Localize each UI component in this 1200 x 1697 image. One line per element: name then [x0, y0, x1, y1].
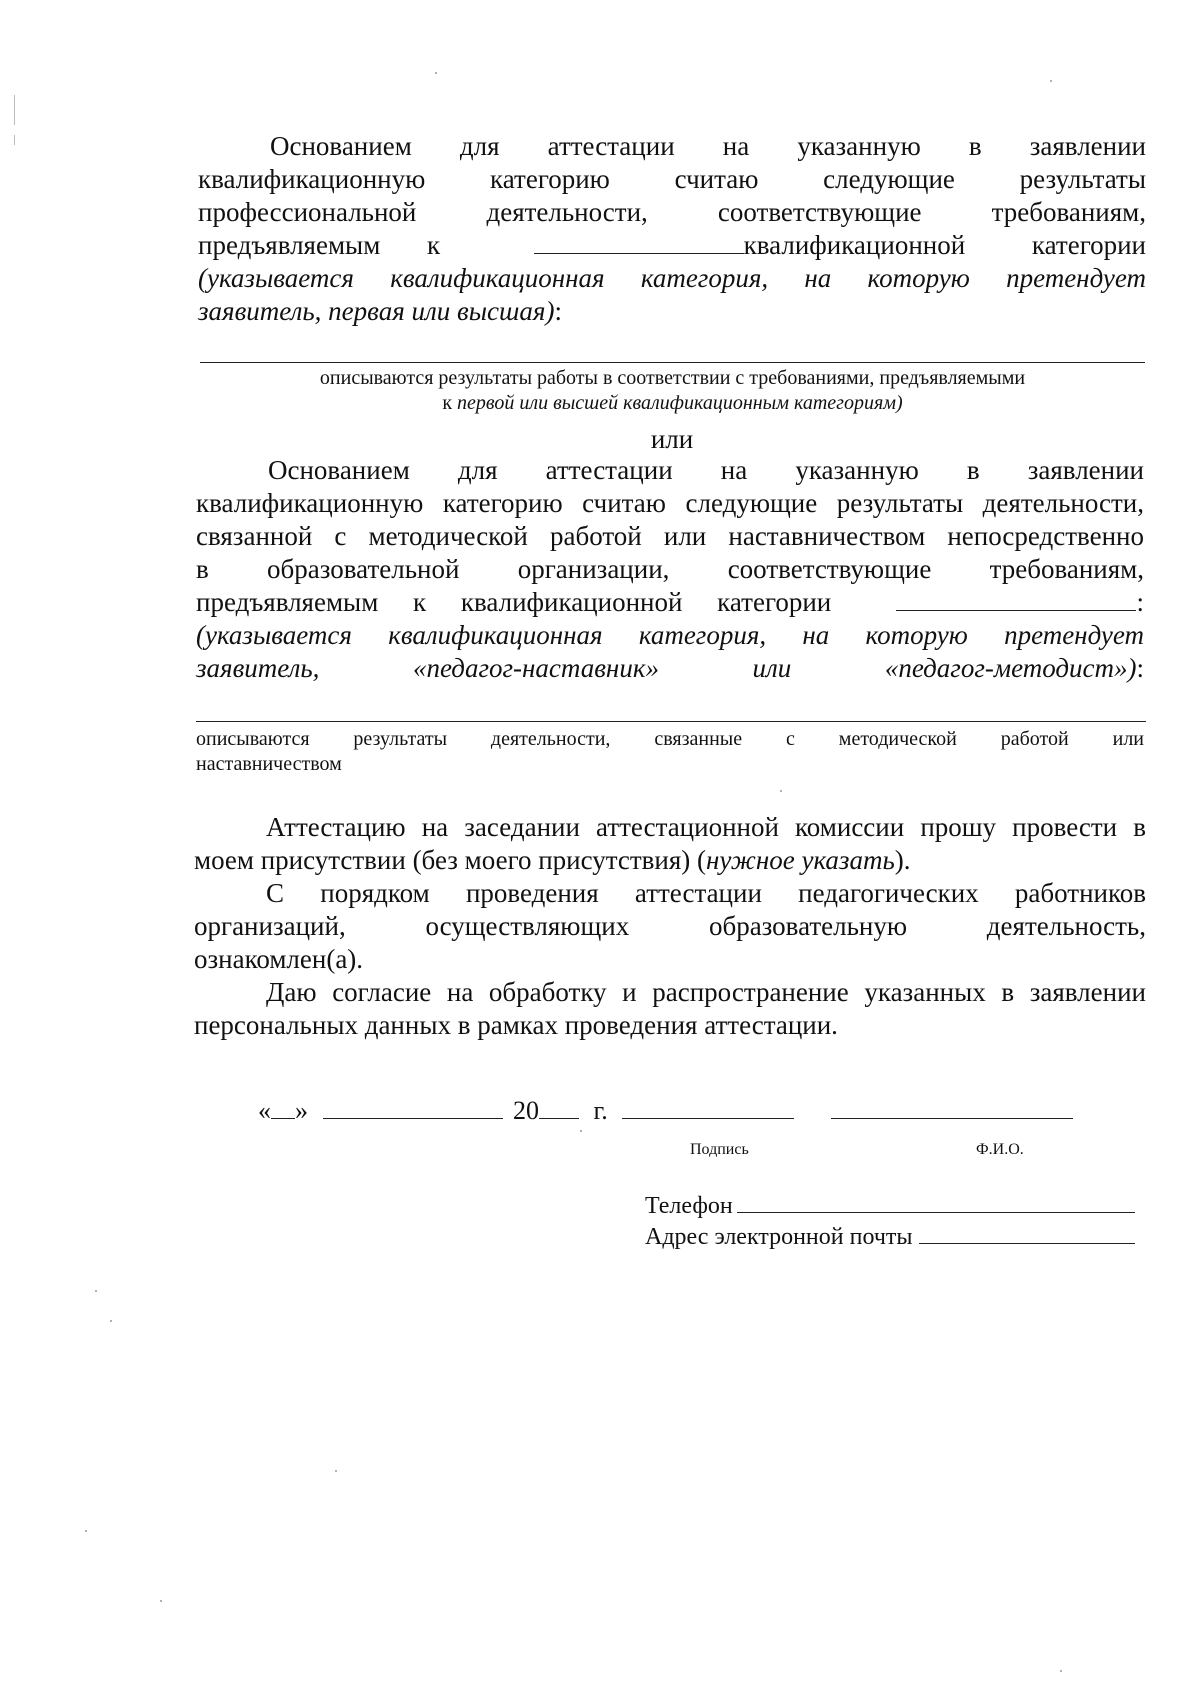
signature-caption: Подпись	[690, 1141, 749, 1158]
scan-speck	[95, 1290, 97, 1292]
s2-note	[196, 727, 1144, 777]
scan-speck	[1050, 80, 1052, 82]
s1-line4-end: квалификационной категории	[743, 230, 1146, 260]
s2-line3: связанной с методической работой или наставничеством непосредственно	[196, 521, 1144, 551]
s2-italic2: заявитель, «педагог-наставник» или «педагог-методист»)	[196, 653, 1137, 683]
section-professional-results: Основанием для аттестации на указанную в заявлении квалификационную категорию считаю следующие результаты профессиональной деятельности, соответствующие требованиям, предъявляемым к квалификационной категории (указывается квалификационная категория, на которую претендует заявитель, первая или высшая):	[198, 131, 1146, 326]
s3-p2-line1: С порядком проведения аттестации педагогических работников	[266, 878, 1146, 908]
contact-block	[645, 1191, 1135, 1253]
s2-line2: квалификационную категорию считаю следующие результаты деятельности,	[196, 488, 1144, 518]
section-methodical-results: Основанием для аттестации на указанную в заявлении квалификационную категорию считаю следующие результаты деятельности, связанной с методической работой или наставничеством непосредственно в образовательной организации, соответствующие требованиям, предъявляемым к квалификационной категории : (указывается квалификационная категория, на которую претендует заявитель, «педагог-наставник» или «педагог-методист»):	[196, 455, 1144, 683]
s1-italic2: заявитель, первая или высшая)	[198, 296, 555, 326]
s1-line4	[198, 229, 1146, 262]
email-label: Адрес электронной почты	[645, 1224, 913, 1250]
s2-line1: Основанием для аттестации на указанную в заявлении	[268, 455, 1144, 485]
signature-field[interactable]	[622, 1094, 794, 1119]
month-field[interactable]	[323, 1094, 503, 1119]
scan-mark	[14, 135, 15, 145]
s3-p2-line3: ознакомлен(а).	[194, 944, 364, 974]
category-blank-field[interactable]	[534, 229, 744, 254]
scan-speck	[85, 1530, 87, 1532]
scan-mark	[14, 95, 15, 125]
s2-line5-start: предъявляемым к квалификационной категории	[196, 587, 832, 617]
s3-p3-line1: Даю согласие на обработку и распространение указанных в заявлении	[266, 977, 1146, 1007]
s1-line3: профессиональной деятельности, соответствующие требованиям,	[198, 197, 1146, 227]
s1-note: описываются результаты работы в соответствии с требованиями, предъявляемыми к первой или высшей квалификационным категориям)	[200, 366, 1145, 416]
category-blank-field-2[interactable]	[896, 586, 1136, 611]
scan-speck	[160, 1600, 162, 1602]
s3-p1-line2: моем присутствии (без моего присутствия) (нужное указать).	[194, 845, 911, 875]
phone-field[interactable]	[737, 1192, 1135, 1213]
s1-italic1: (указывается квалификационная категория, на которую претендует	[198, 263, 1146, 293]
s1-line1: Основанием для аттестации на указанную в заявлении	[270, 131, 1146, 161]
name-caption: Ф.И.О.	[976, 1141, 1024, 1158]
results-line-2[interactable]	[196, 721, 1146, 722]
s3-p3-line2: персональных данных в рамках проведения аттестации.	[194, 1010, 838, 1040]
scan-speck	[110, 1320, 112, 1322]
s2-line5: предъявляемым к квалификационной категории :	[196, 587, 1144, 617]
day-field[interactable]	[271, 1094, 295, 1119]
phone-label: Телефон	[645, 1193, 733, 1219]
section-consent	[194, 811, 1146, 1042]
s1-note-line1: описываются результаты работы в соответствии с требованиями, предъявляемыми	[319, 367, 1026, 389]
s3-p2-line2: организаций, осуществляющих образовательную деятельность,	[194, 911, 1146, 941]
scan-speck	[435, 72, 437, 74]
s3-p1-line1: Аттестацию на заседании аттестационной комиссии прошу провести в	[266, 812, 1146, 842]
s2-note-line2: наставничеством	[196, 753, 342, 775]
full-name-field[interactable]	[831, 1094, 1073, 1119]
scan-speck	[1060, 1670, 1062, 1672]
s2-italic1: (указывается квалификационная категория, на которую претендует	[196, 620, 1144, 650]
s1-line2: квалификационную категорию считаю следующие результаты	[198, 164, 1146, 194]
year-field[interactable]	[539, 1094, 579, 1119]
email-field[interactable]	[919, 1223, 1135, 1244]
scan-speck	[335, 1470, 337, 1472]
s1-line4-start: предъявляемым к	[198, 230, 441, 260]
s2-note-line1: описываются результаты деятельности, связанные с методической работой или	[196, 728, 1144, 750]
scan-speck	[780, 790, 782, 792]
scan-speck	[580, 1130, 582, 1132]
s2-line4: в образовательной организации, соответствующие требованиям,	[196, 554, 1144, 584]
or-label: или	[650, 424, 694, 454]
s1-note-line2: первой или высшей квалификационным категориям)	[457, 392, 903, 414]
date-signature-row: « » 20 г.	[258, 1094, 1158, 1127]
results-line-1[interactable]	[200, 362, 1145, 363]
